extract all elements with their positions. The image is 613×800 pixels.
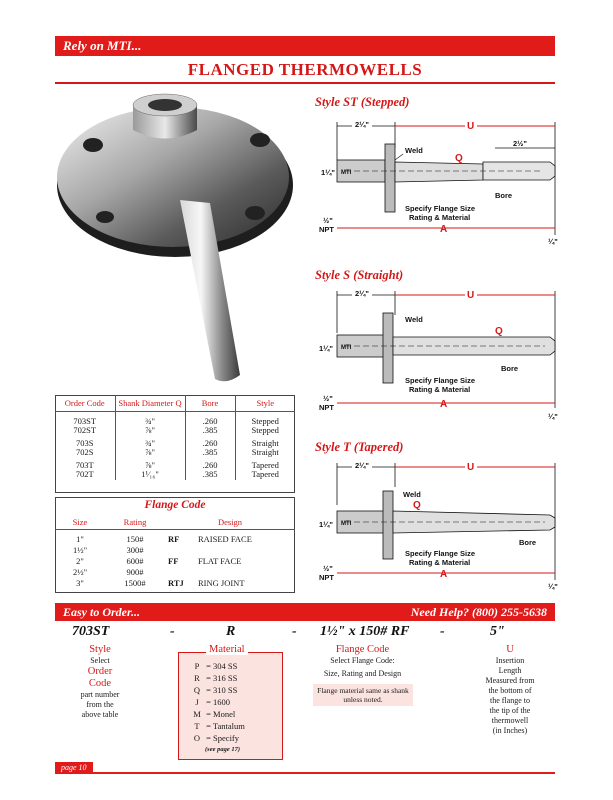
- s-dim-a: A: [440, 399, 448, 410]
- material-title: Material: [206, 644, 248, 655]
- style-t-diagram: [305, 455, 560, 595]
- cell-bore: .260: [185, 461, 235, 471]
- s-bore: Bore: [501, 364, 519, 373]
- table-row: [55, 578, 295, 589]
- s-dim-flange: 2¼": [355, 289, 369, 298]
- st-dim-a: A: [440, 224, 448, 235]
- order-bar: [55, 603, 555, 621]
- cell-size: 2½": [72, 566, 88, 577]
- flange-col-line: Size, Rating and Design: [323, 669, 402, 678]
- cell-rating: 900#: [126, 566, 144, 577]
- flange-material-note: Flange material same as shank unless noted.: [313, 684, 413, 706]
- t-dim-a: A: [440, 569, 448, 580]
- material-name: = 316 SS: [206, 673, 238, 683]
- s-dim-dia: 1¼": [319, 344, 333, 353]
- cell-shank: ⅞": [115, 426, 185, 436]
- u-col-line: the bottom of: [488, 686, 532, 695]
- flange-code-column: [305, 644, 420, 679]
- style-column: [60, 644, 140, 720]
- st-dim-flange: 2¼": [355, 120, 369, 129]
- u-col-line: (in Inches): [492, 726, 528, 735]
- cell-design-code: FF: [168, 555, 179, 566]
- material-name: = 304 SS: [206, 661, 238, 671]
- t-specify-2: Rating & Material: [409, 558, 471, 567]
- list-item: [190, 660, 245, 672]
- t-specify-1: Specify Flange Size: [405, 549, 476, 558]
- header-bar: [55, 36, 555, 56]
- material-code: O: [193, 733, 201, 743]
- cell-design-code: [165, 567, 195, 578]
- st-dim-u: U: [467, 121, 475, 132]
- st-dim-tip-thk: ¼": [548, 237, 558, 246]
- u-col-heading: U: [506, 644, 514, 655]
- style-col-heading: Style: [89, 644, 111, 655]
- style-s-title: Style S (Straight): [315, 268, 404, 282]
- cell-design: RAISED FACE: [198, 533, 252, 544]
- s-mti-mark: MTI: [341, 345, 352, 351]
- cell-design-code: RF: [168, 533, 180, 544]
- material-name: = 310 SS: [206, 685, 238, 695]
- t-dim-u: U: [467, 462, 475, 473]
- cell-rating: 600#: [126, 555, 144, 566]
- cell-size: 3": [76, 577, 84, 588]
- cell-design: [195, 545, 295, 556]
- material-list: [190, 660, 245, 744]
- style-col-code: Code: [88, 678, 112, 689]
- cell-shank: 1¹⁄₁₆": [115, 470, 185, 480]
- table-row: [55, 556, 295, 567]
- page-title: FLANGED THERMOWELLS: [187, 60, 423, 79]
- order-length-example: 5": [490, 624, 505, 639]
- flange-header-size: Size: [55, 516, 105, 530]
- st-weld: Weld: [405, 146, 423, 155]
- t-dim-dia: 1¼": [319, 520, 333, 529]
- t-npt-2: NPT: [319, 573, 334, 582]
- cell-shank: ¾": [115, 439, 185, 449]
- s-q: Q: [495, 326, 503, 337]
- table-row: [55, 470, 295, 480]
- cell-style: Stepped: [251, 425, 279, 435]
- list-item: [190, 672, 245, 684]
- list-item: [190, 720, 245, 732]
- material-see-page: (see page 17): [205, 746, 241, 753]
- material-name: = Monel: [206, 709, 236, 719]
- order-flange-example: 1½" x 150# RF: [320, 624, 410, 639]
- material-code: Q: [193, 685, 201, 695]
- cell-order-code: 702T: [55, 470, 115, 480]
- style-col-order: Order: [87, 666, 113, 677]
- shank-header-style: Style: [235, 395, 295, 412]
- order-dash-1: -: [170, 624, 175, 639]
- cell-design: FLAT FACE: [198, 555, 242, 566]
- cell-design-code: [165, 545, 195, 556]
- table-row: [55, 448, 295, 458]
- style-st-title: Style ST (Stepped): [315, 95, 410, 109]
- st-npt-1: ½": [323, 216, 333, 225]
- u-col-line: Measured from: [485, 676, 535, 685]
- style-col-line: from the: [86, 700, 114, 709]
- style-col-select: Select: [90, 656, 110, 665]
- cell-order-code: 703S: [55, 439, 115, 449]
- st-dim-dia: 1¼": [321, 168, 335, 177]
- st-q: Q: [455, 153, 463, 164]
- st-dim-tip: 2½": [513, 139, 527, 148]
- s-npt-2: NPT: [319, 403, 334, 412]
- cell-order-code: 703ST: [55, 417, 115, 427]
- material-code: T: [194, 721, 200, 731]
- u-col-line: Length: [498, 666, 522, 675]
- flange-code-title: Flange Code: [144, 499, 206, 511]
- material-name: = Specify: [206, 733, 240, 743]
- cell-shank: ¾": [115, 417, 185, 427]
- table-row: [55, 426, 295, 436]
- flange-header-design: Design: [165, 516, 295, 530]
- cell-size: 1½": [72, 544, 88, 555]
- material-code: R: [194, 673, 200, 683]
- style-col-line: above table: [81, 710, 119, 719]
- cell-rating: 150#: [126, 533, 144, 544]
- s-weld: Weld: [405, 315, 423, 324]
- style-col-line: part number: [80, 690, 120, 699]
- t-dim-tip-thk: ¼": [548, 582, 558, 591]
- flange-header-rating: Rating: [105, 516, 165, 530]
- cell-shank: ⅞": [115, 461, 185, 471]
- order-code-example: 703ST: [72, 624, 110, 639]
- cell-rating: 300#: [126, 544, 144, 555]
- t-dim-flange: 2¼": [355, 461, 369, 470]
- s-specify-2: Rating & Material: [409, 385, 471, 394]
- list-item: [190, 708, 245, 720]
- s-dim-u: U: [467, 290, 475, 301]
- st-npt-2: NPT: [319, 225, 334, 234]
- cell-size: 2": [76, 555, 84, 566]
- cell-shank: ⅞": [115, 448, 185, 458]
- t-mti-mark: MTI: [341, 521, 352, 527]
- order-material-example: R: [226, 624, 236, 639]
- st-specify-1: Specify Flange Size: [405, 204, 476, 213]
- order-dash-2: -: [292, 624, 297, 639]
- footer-rule: [55, 772, 555, 774]
- cell-design: RING JOINT: [198, 577, 245, 588]
- cell-design-code: RTJ: [168, 577, 184, 588]
- st-specify-2: Rating & Material: [409, 213, 471, 222]
- s-specify-1: Specify Flange Size: [405, 376, 476, 385]
- cell-rating: 1500#: [124, 577, 146, 588]
- header-tagline: Rely on MTI...: [63, 38, 142, 53]
- cell-bore: .385: [185, 470, 235, 480]
- cell-bore: .385: [185, 426, 235, 436]
- list-item: [190, 696, 245, 708]
- list-item: [190, 732, 245, 744]
- cell-style: Stepped: [251, 415, 279, 426]
- u-column: [470, 644, 550, 736]
- t-npt-1: ½": [323, 564, 333, 573]
- st-bore: Bore: [495, 191, 513, 200]
- thermowell-photo: [55, 85, 300, 390]
- cell-style: Tapered: [251, 459, 279, 470]
- u-col-line: the tip of the: [489, 706, 531, 715]
- table-row: [55, 545, 295, 556]
- shank-header-bore: Bore: [185, 395, 235, 412]
- cell-order-code: 702ST: [55, 426, 115, 436]
- page-number: page 10: [55, 762, 93, 773]
- cell-style: Straight: [251, 447, 279, 457]
- flange-col-line: Select Flange Code:: [330, 656, 395, 665]
- t-q: Q: [413, 500, 421, 511]
- cell-order-code: 702S: [55, 448, 115, 458]
- cell-style: Tapered: [251, 469, 279, 479]
- cell-style: Straight: [251, 437, 279, 448]
- material-code: M: [193, 709, 201, 719]
- material-name: = 1600: [206, 697, 231, 707]
- table-row: [55, 534, 295, 545]
- order-dash-3: -: [440, 624, 445, 639]
- cell-size: 1": [76, 533, 84, 544]
- material-name: = Tantalum: [206, 721, 245, 731]
- shank-header-shank-dia: Shank Diameter Q: [115, 395, 185, 412]
- u-col-line: Insertion: [495, 656, 525, 665]
- u-col-line: the flange to: [490, 696, 530, 705]
- cell-design: [195, 567, 295, 578]
- style-st-diagram: [305, 110, 560, 250]
- flange-col-heading: Flange Code: [335, 644, 390, 655]
- cell-bore: .260: [185, 417, 235, 427]
- cell-order-code: 703T: [55, 461, 115, 471]
- order-bar-title: Easy to Order...: [63, 605, 141, 619]
- style-s-diagram: [305, 283, 560, 423]
- s-npt-1: ½": [323, 394, 333, 403]
- t-bore: Bore: [519, 538, 537, 547]
- table-row: [55, 567, 295, 578]
- st-mti-mark: MTI: [341, 170, 352, 176]
- u-col-line: thermowell: [491, 716, 529, 725]
- title-rule: [55, 82, 555, 84]
- shank-table: [55, 395, 295, 480]
- material-code: P: [194, 661, 200, 671]
- shank-header-order-code: Order Code: [55, 395, 115, 412]
- material-code: J: [195, 697, 199, 707]
- flange-code-table: [55, 516, 295, 589]
- s-dim-tip-thk: ¼": [548, 412, 558, 421]
- cell-bore: .260: [185, 439, 235, 449]
- help-phone: Need Help? (800) 255-5638: [410, 605, 547, 619]
- style-t-title: Style T (Tapered): [315, 440, 404, 454]
- cell-bore: .385: [185, 448, 235, 458]
- t-weld: Weld: [403, 490, 421, 499]
- list-item: [190, 684, 245, 696]
